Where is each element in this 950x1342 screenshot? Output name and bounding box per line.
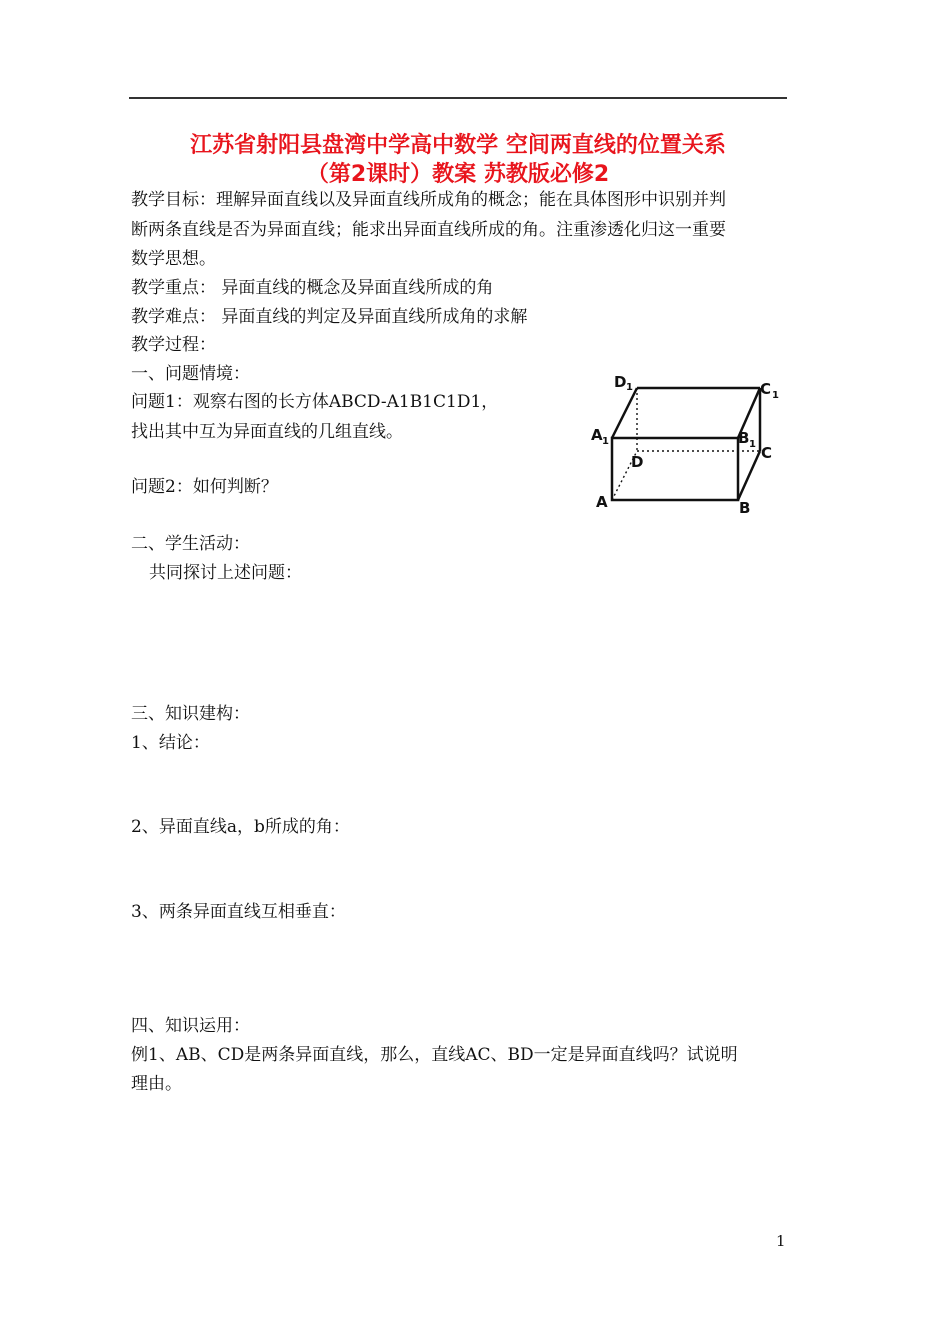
teaching-process-heading: 教学过程： — [131, 335, 216, 355]
section-1-heading: 一、问题情境： — [131, 364, 250, 384]
label-c1-subscript: 1 — [772, 390, 779, 401]
edge-a1-d1 — [612, 388, 637, 438]
section-2-heading: 二、学生活动： — [131, 534, 250, 554]
example-1-line-1: 例1、AB、CD是两条异面直线，那么，直线AC、BD一定是异面直线吗？试说明 — [131, 1045, 738, 1065]
question-1-line-1: 问题1：观察右图的长方体ABCD-A1B1C1D1， — [131, 392, 499, 412]
label-b: B — [739, 499, 751, 517]
label-d1: D — [614, 373, 627, 391]
teaching-difficulty: 教学难点： 异面直线的判定及异面直线所成角的求解 — [131, 307, 528, 327]
header-rule — [129, 97, 787, 99]
edge-b-c — [738, 451, 760, 500]
section-3-heading: 三、知识建构： — [131, 704, 250, 724]
example-1-line-2: 理由。 — [131, 1074, 182, 1094]
teaching-key-point: 教学重点： 异面直线的概念及异面直线所成的角 — [131, 278, 494, 298]
teaching-goal-line-3: 数学思想。 — [131, 249, 216, 269]
label-a: A — [596, 493, 608, 511]
label-b1-subscript: 1 — [749, 439, 756, 450]
label-c1: C — [760, 380, 772, 398]
document-title-line-1: 江苏省射阳县盘湾中学高中数学 空间两直线的位置关系 — [190, 133, 726, 158]
question-1-line-2: 找出其中互为异面直线的几组直线。 — [131, 422, 403, 442]
teaching-goal-line-1: 教学目标：理解异面直线以及异面直线所成角的概念；能在具体图形中识别并判 — [131, 190, 726, 210]
knowledge-item-2: 2、异面直线a，b所成的角： — [131, 817, 350, 837]
section-4-heading: 四、知识运用： — [131, 1016, 250, 1036]
page-number: 1 — [776, 1232, 786, 1250]
label-a1-subscript: 1 — [602, 436, 609, 447]
document-title-line-2: （第2课时）教案 苏教版必修2 — [306, 162, 610, 187]
label-c: C — [761, 444, 773, 462]
knowledge-item-3: 3、两条异面直线互相垂直： — [131, 902, 346, 922]
question-2: 问题2：如何判断？ — [131, 477, 278, 497]
label-b1: B — [738, 429, 750, 447]
section-2-text: 共同探讨上述问题： — [149, 563, 302, 583]
cuboid-figure — [588, 370, 788, 520]
label-d1-subscript: 1 — [626, 382, 633, 393]
label-d: D — [631, 453, 644, 471]
teaching-goal-line-2: 断两条直线是否为异面直线；能求出异面直线所成的角。注重渗透化归这一重要 — [131, 220, 726, 240]
label-a1: A — [591, 426, 603, 444]
knowledge-item-1: 1、结论： — [131, 733, 210, 753]
